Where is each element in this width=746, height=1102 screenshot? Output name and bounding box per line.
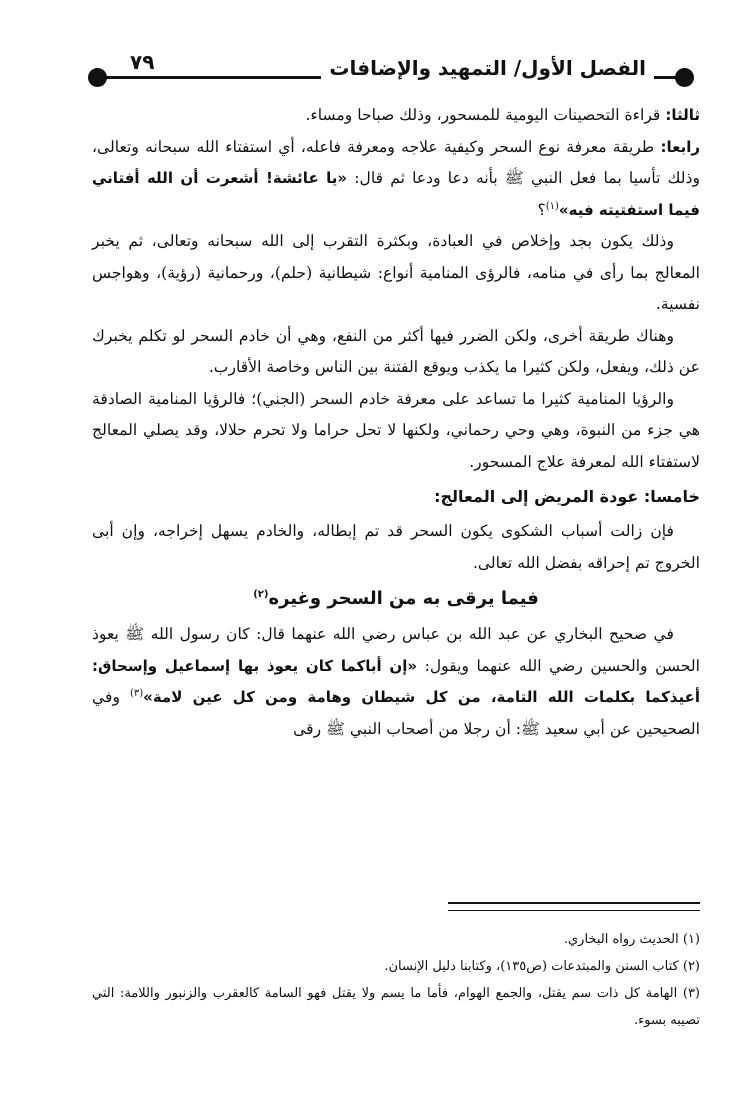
paragraph-third: [92, 100, 700, 132]
footnote-ref-1: (١): [545, 200, 559, 212]
paragraph-return: فإن زالت أسباب الشكوى يكون السحر قد تم إبطاله، والخادم يسهل إخراجه، وإن أبى الخروج تم إحراقه بفضل الله تعالى.: [92, 522, 700, 572]
page-number: ٧٩: [124, 50, 160, 74]
footnote-2: (٢) كتاب السنن والمبتدعات (ص١٣٥)، وكتابنا دليل الإنسان.: [384, 959, 700, 974]
paragraph-bukhari-end: وفي الصحيحين عن أبي سعيد ﷺ: أن رجلا من أصحاب النبي ﷺ رقى: [92, 688, 700, 738]
section-heading-text: فيما يرقى به من السحر وغيره: [268, 588, 539, 609]
chapter-title: الفصل الأول/ التمهيد والإضافات: [321, 56, 654, 80]
paragraph-bukhari-text: في صحيح البخاري عن عبد الله بن عباس رضي الله عنهما قال: كان رسول الله ﷺ يعوذ الحسن والحسين رضي الله عنهما ويقول:: [92, 625, 700, 675]
paragraph-third-text: قراءة التحصينات اليومية للمسحور، وذلك صباحا ومساء.: [305, 106, 666, 124]
hadith-quote-protection: «إن أباكما كان يعوذ بها إسماعيل وإسحاق: أعيذكما بكلمات الله التامة، من كل شيطان وهامة ومن كل عين لامة»: [92, 656, 700, 706]
header-dot-right: [675, 68, 694, 87]
footnote-ref-3: (٣): [129, 687, 144, 699]
paragraph-other-method: وهناك طريقة أخرى، ولكن الضرر فيها أكثر من النفع، وهي أن خادم السحر لو تكلم يخبرك عن ذلك، ويفعل، ولكن كثيرا ما يكذب ويوقع الفتنة بين الناس وخاصة الأقارب.: [92, 326, 700, 376]
running-header: [88, 50, 694, 90]
paragraph-true-dream: والرؤيا المنامية كثيرا ما تساعد على معرفة خادم السحر (الجني)؛ فالرؤيا المنامية الصادقة هي جزء من النبوة، وهي وحي رحماني، ولكنها لا تحل حراما ولا تحرم حلالا، وقد يصلي المعالج لاستفتاء الله لمعرفة علاج المسحور.: [92, 389, 700, 471]
paragraph-bukhari: [92, 619, 700, 745]
footnote-separator: [448, 902, 700, 911]
footnote-ref-2: (٢): [253, 589, 269, 600]
header-dot-left: [88, 68, 107, 87]
question-mark: ؟: [537, 200, 546, 219]
section-heading: [92, 579, 700, 619]
footnote-1: (١) الحديث رواه البخاري.: [563, 932, 700, 947]
subheading-fifth: خامسا: عودة المريض إلى المعالج:: [434, 487, 700, 506]
footnote-3: (٣) الهامة كل ذات سم يقتل، والجمع الهوام، فأما ما يسم ولا يقتل فهو السامة كالعقرب والزنبور واللامة: التي تصيبه بسوء.: [92, 986, 700, 1028]
paragraph-fourth-text: طريقة معرفة نوع السحر وكيفية علاجه ومعرفة فاعله، أي استفتاء الله سبحانه وتعالى، وذلك تأسيا بما فعل النبي ﷺ بأنه دعا ودعا ثم قال:: [92, 137, 700, 187]
hadith-quote-aisha: «يا عائشة! أشعرت أن الله أفتاني فيما استفتيته فيه»: [92, 169, 700, 219]
body-text: [92, 100, 700, 745]
label-fourth: رابعا:: [660, 137, 700, 156]
paragraph-fourth: [92, 132, 700, 227]
paragraph-dreams: وذلك يكون بجد وإخلاص في العبادة، وبكثرة التقرب إلى الله سبحانه وتعالى، ثم يخبر المعالج بما رأى في منامه، فالرؤى المنامية أنواع: شيطانية (حلم)، ورحمانية (رؤية)، وهواجس نفسية.: [92, 232, 700, 313]
footnotes: [92, 926, 700, 1034]
label-third: ثالثا:: [665, 106, 700, 124]
